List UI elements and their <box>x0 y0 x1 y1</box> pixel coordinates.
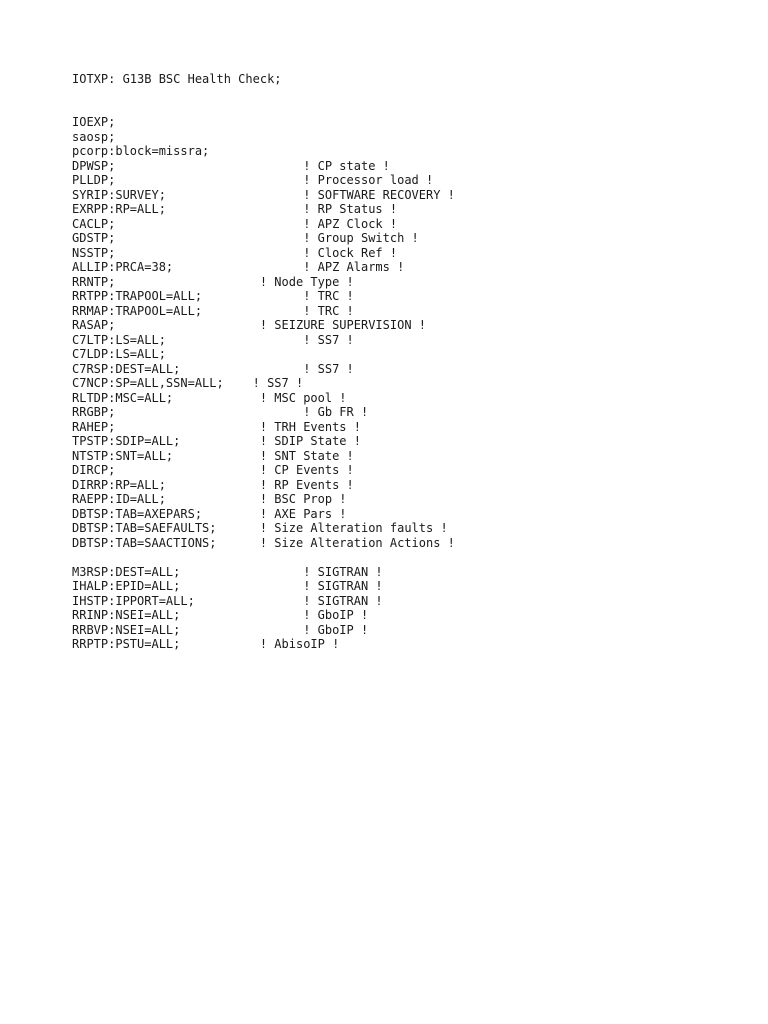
command-line: TPSTP:SDIP=ALL; ! SDIP State ! <box>72 434 361 448</box>
command-line: NSSTP; ! Clock Ref ! <box>72 245 398 260</box>
command-line: RRGBP; ! Gb FR ! <box>72 405 369 419</box>
command-line: DBTSP:TAB=AXEPARS; ! AXE Pars ! <box>72 506 347 521</box>
command-line: EXRPP:RP=ALL; ! RP Status ! <box>72 202 398 216</box>
command-line: RLTDP:MSC=ALL; ! MSC pool ! <box>72 390 347 405</box>
command-line: IHALP:EPID=ALL; ! SIGTRAN ! <box>72 579 383 593</box>
command-line: NTSTP:SNT=ALL; ! SNT State ! <box>72 448 354 463</box>
command-line: C7NCP:SP=ALL,SSN=ALL; ! SS7 ! <box>72 376 304 390</box>
command-line: IOEXP; <box>72 115 116 129</box>
command-line: saosp; <box>72 129 116 144</box>
command-line: IHSTP:IPPORT=ALL; ! SIGTRAN ! <box>72 593 383 608</box>
command-line: RRPTP:PSTU=ALL; ! AbisoIP ! <box>72 637 340 651</box>
command-line: RASAP; ! SEIZURE SUPERVISION ! <box>72 318 427 332</box>
command-line: ALLIP:PRCA=38; ! APZ Alarms ! <box>72 260 405 274</box>
command-line: CACLP; ! APZ Clock ! <box>72 216 398 231</box>
command-line: C7LTP:LS=ALL; ! SS7 ! <box>72 332 354 347</box>
command-line: DBTSP:TAB=SAEFAULTS; ! Size Alteration faults ! <box>72 521 448 535</box>
command-line: RRTPP:TRAPOOL=ALL; ! TRC ! <box>72 289 354 303</box>
command-line: C7LDP:LS=ALL; <box>72 347 166 361</box>
command-line: DIRCP; ! CP Events ! <box>72 463 354 477</box>
command-line: DPWSP; ! CP state ! <box>72 158 390 173</box>
command-line: RRINP:NSEI=ALL; ! GboIP ! <box>72 608 369 622</box>
command-line: RRMAP:TRAPOOL=ALL; ! TRC ! <box>72 303 354 318</box>
command-line: pcorp:block=missra; <box>72 144 210 158</box>
command-line: RAEPP:ID=ALL; ! BSC Prop ! <box>72 492 347 506</box>
document-title: IOTXP: G13B BSC Health Check; <box>72 72 282 86</box>
command-list <box>72 115 455 652</box>
command-line: RAHEP; ! TRH Events ! <box>72 419 361 434</box>
command-line: M3RSP:DEST=ALL; ! SIGTRAN ! <box>72 564 383 579</box>
blank-line <box>72 550 455 565</box>
command-line: SYRIP:SURVEY; ! SOFTWARE RECOVERY ! <box>72 187 455 202</box>
command-line: RRNTP; ! Node Type ! <box>72 274 354 289</box>
command-line: RRBVP:NSEI=ALL; ! GboIP ! <box>72 622 369 637</box>
command-line: GDSTP; ! Group Switch ! <box>72 231 419 245</box>
command-line: DIRRP:RP=ALL; ! RP Events ! <box>72 477 354 492</box>
command-line: C7RSP:DEST=ALL; ! SS7 ! <box>72 361 354 376</box>
command-line: DBTSP:TAB=SAACTIONS; ! Size Alteration Actions ! <box>72 535 455 550</box>
command-line: PLLDP; ! Processor load ! <box>72 173 434 187</box>
